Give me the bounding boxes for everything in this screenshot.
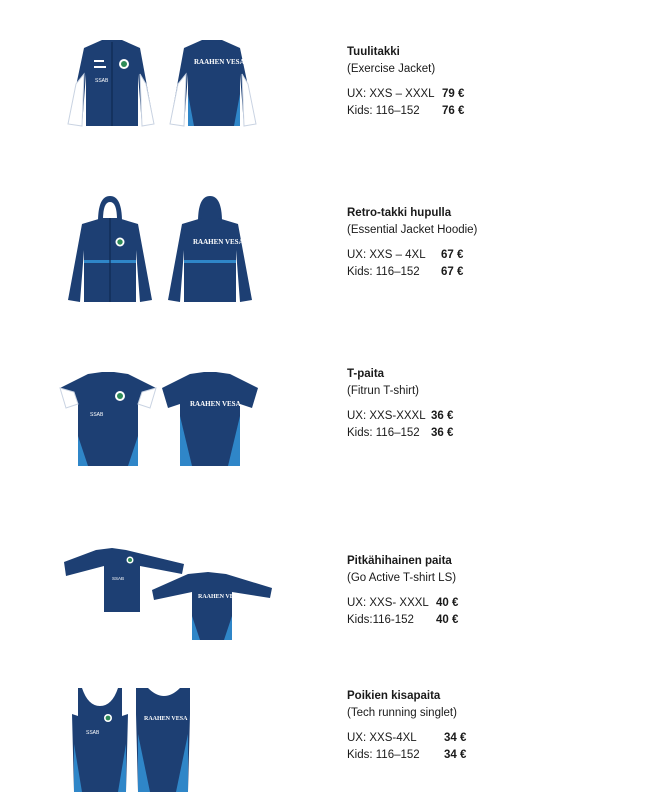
product-image-exercise-jacket [62,34,292,130]
size-label: UX: XXS-XXXL [347,410,426,422]
tshirt-illustration [58,366,263,470]
product-image-running-singlet [68,684,298,796]
size-label: Kids: 116–152 [347,105,420,117]
size-label: UX: XXS – XXXL [347,88,435,100]
product-subtitle: (Tech running singlet) [347,707,457,719]
product-name: Retro-takki hupulla [347,207,452,219]
size-label: UX: XXS-4XL [347,732,417,744]
price: 36 € [431,427,454,439]
long-sleeve-illustration [62,546,274,642]
sponsor-text: SSAB [112,576,125,581]
back-print-text: RAAHEN VESA [190,400,241,408]
size-label: Kids: 116–152 [347,749,420,761]
size-row [347,595,458,612]
size-row [347,730,466,747]
product-name: Poikien kisapaita [347,690,441,702]
product-subtitle: (Fitrun T-shirt) [347,385,419,397]
back-print-text: RAAHEN VESA [194,58,245,66]
product-info [347,688,466,764]
product-image-jacket-hoodie [62,194,292,304]
singlet-illustration [68,684,194,796]
product-info [347,205,477,281]
price: 79 € [442,88,465,100]
size-label: Kids:116-152 [347,614,414,626]
product-image-long-sleeve [62,546,292,642]
product-info [347,553,458,629]
product-name: Pitkähihainen paita [347,555,452,567]
product-t-paita [0,360,653,470]
product-name: T-paita [347,368,385,380]
sponsor-text: SSAB [86,730,100,736]
size-row [347,612,458,629]
back-print-text: RAAHEN VESA [144,716,188,722]
price: 67 € [441,266,464,278]
size-row [347,747,466,764]
size-label: Kids: 116–152 [347,266,420,278]
product-poikien-kisapaita [0,680,653,800]
product-pitkahihainen-paita [0,540,653,650]
price: 40 € [436,597,459,609]
back-print-text: RAAHEN VESA [198,594,242,600]
product-subtitle: (Go Active T-shirt LS) [347,572,457,584]
price: 76 € [442,105,465,117]
size-label: Kids: 116–152 [347,427,420,439]
product-info [347,366,453,442]
back-print-text: RAAHEN VESA [193,238,244,246]
sponsor-text: SSAB [95,78,109,84]
size-label: UX: XXS- XXXL [347,597,429,609]
sponsor-text: SSAB [90,412,104,418]
product-subtitle: (Essential Jacket Hoodie) [347,224,478,236]
size-row [347,103,464,120]
product-image-t-shirt [58,366,288,470]
product-retro-takki-hupulla [0,190,653,310]
hoodie-illustration [62,194,257,304]
price: 34 € [444,749,467,761]
product-subtitle: (Exercise Jacket) [347,63,436,75]
size-row [347,408,453,425]
price: 67 € [441,249,464,261]
size-row [347,86,464,103]
size-row [347,425,453,442]
product-name: Tuulitakki [347,46,400,58]
product-tuulitakki [0,30,653,140]
price: 40 € [436,614,459,626]
size-row [347,247,477,264]
size-label: UX: XXS – 4XL [347,249,426,261]
price: 34 € [444,732,467,744]
jacket-illustration [62,34,267,130]
product-info [347,44,464,120]
price: 36 € [431,410,454,422]
size-row [347,264,477,281]
